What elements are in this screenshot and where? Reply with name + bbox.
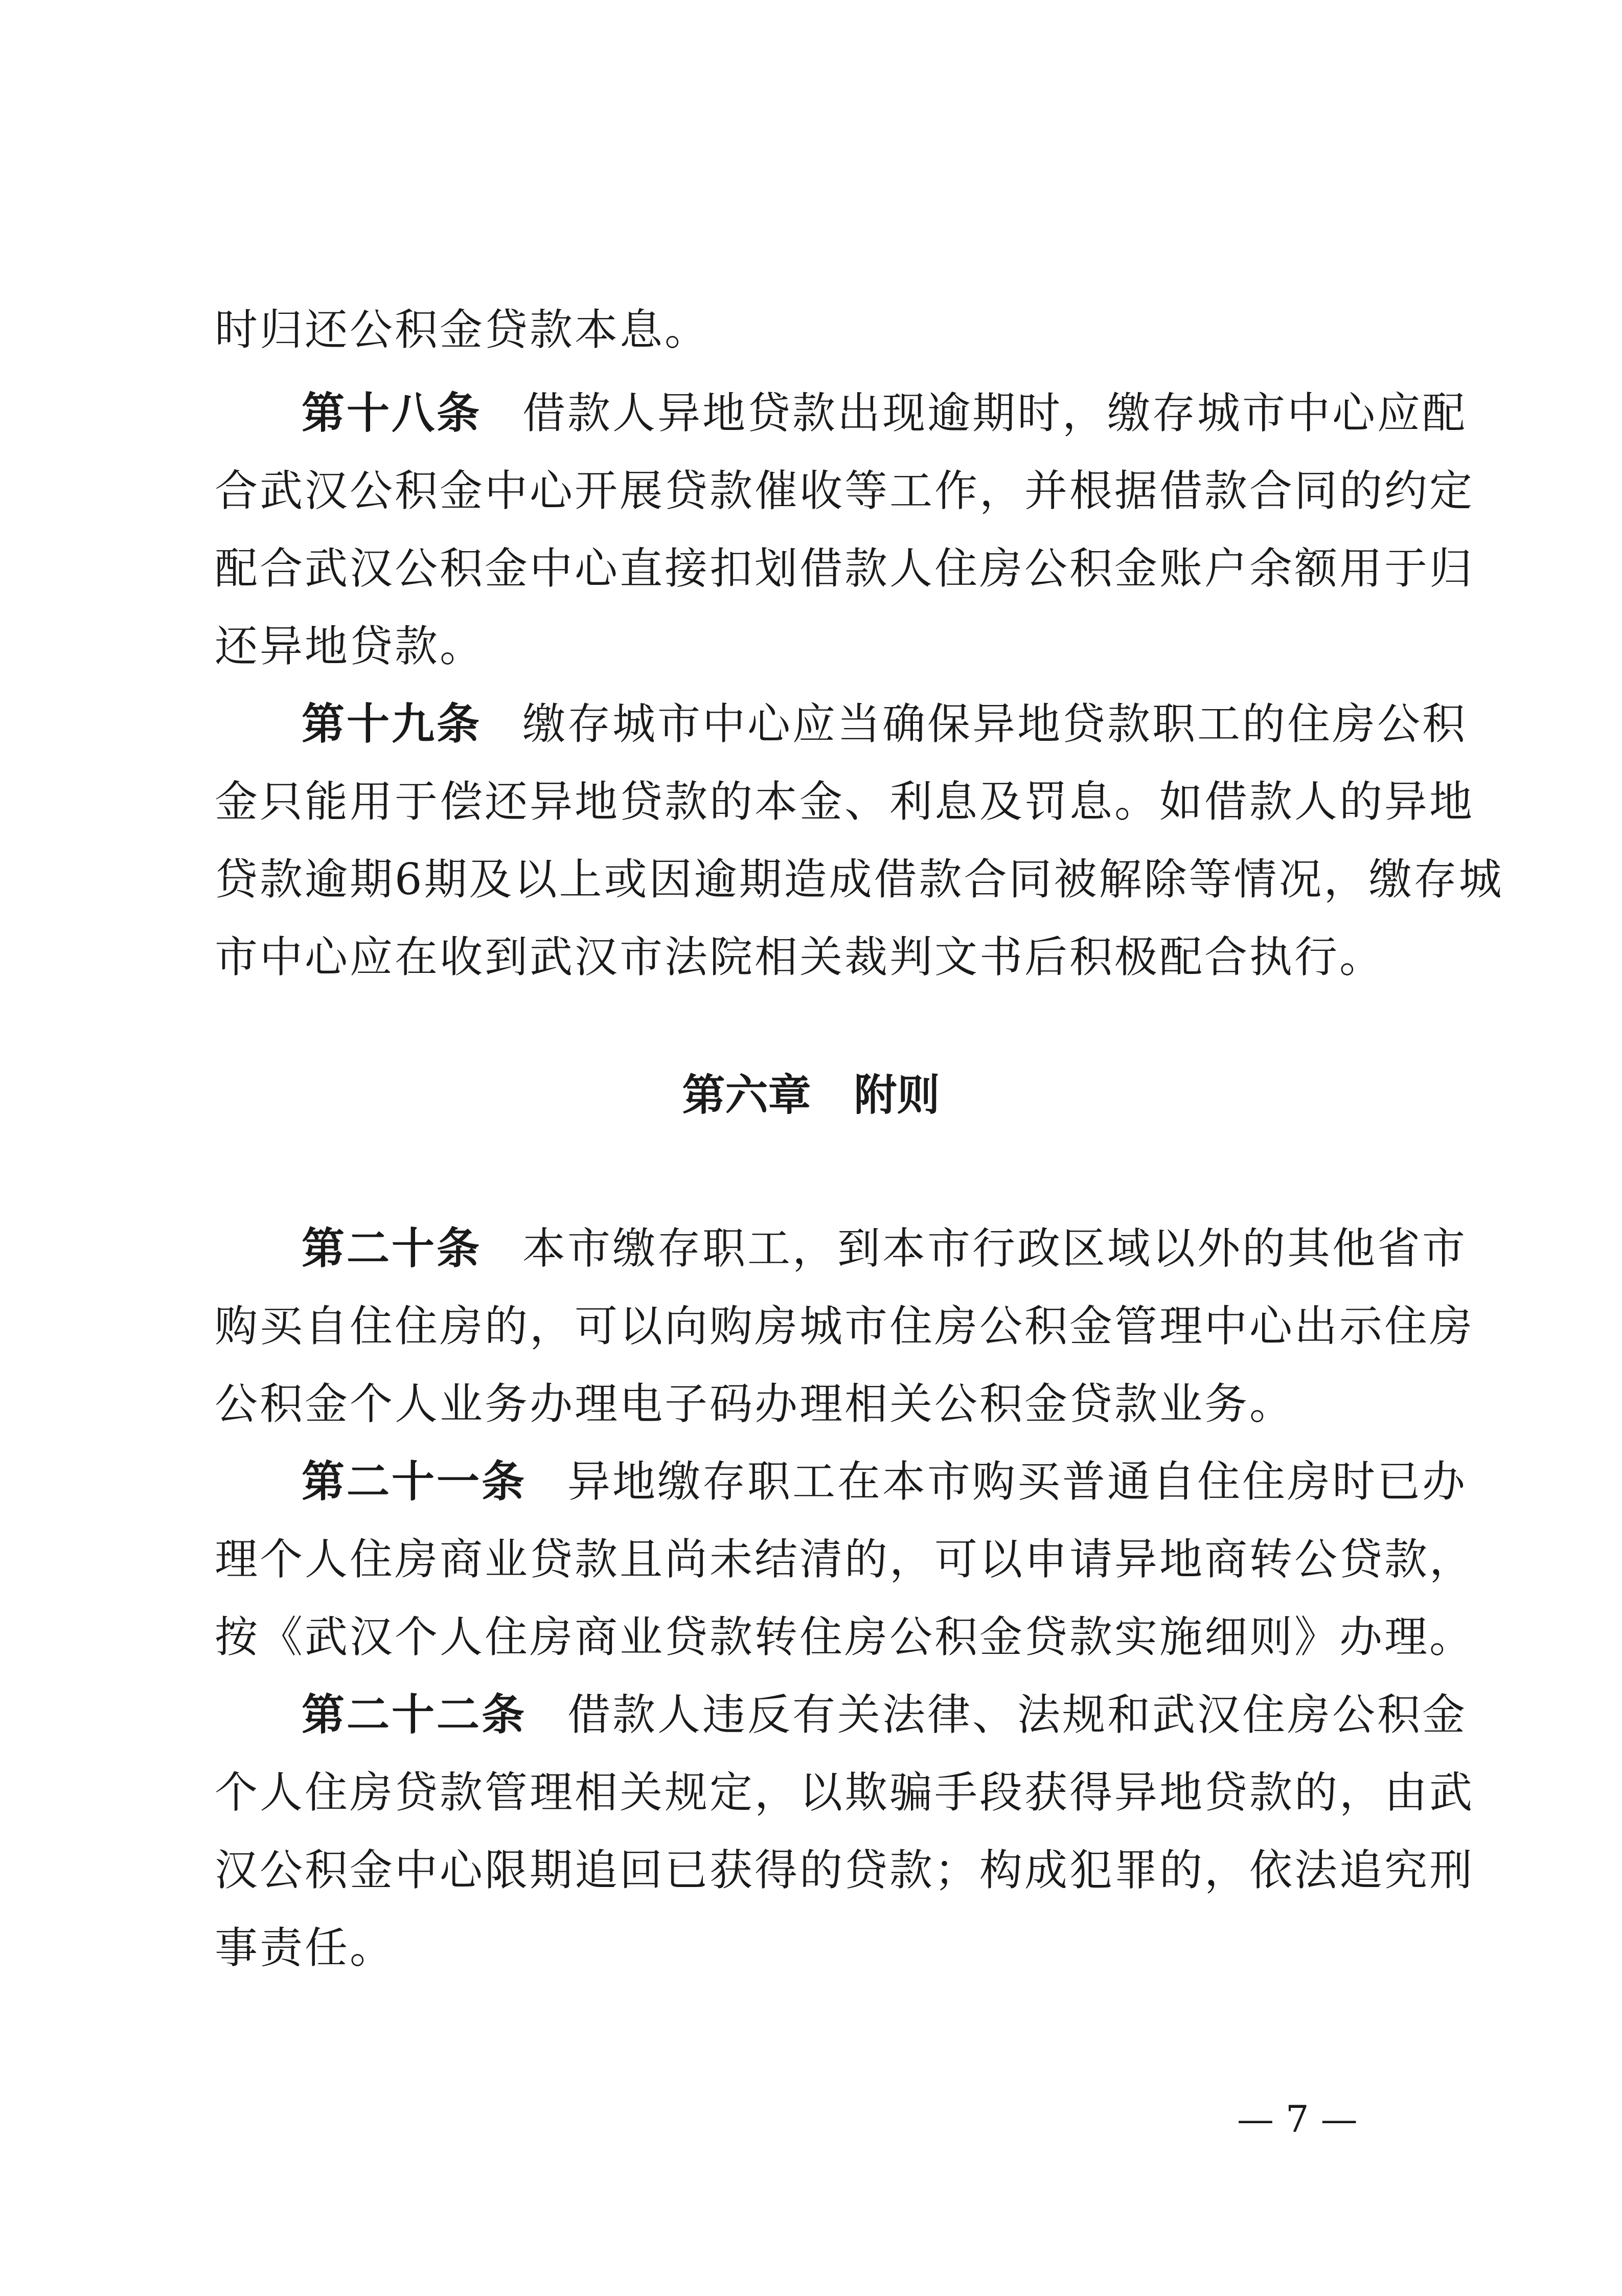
article-18-first-line	[302, 385, 1467, 441]
continuation-text: 时归还公积金贷款本息。	[215, 305, 710, 355]
article-19-text: 市中心应在收到武汉市法院相关裁判文书后积极配合执行。	[215, 932, 1385, 982]
article-20-text: 本市缴存职工，到本市行政区域以外的其他省市	[522, 1223, 1468, 1274]
article-18-line	[215, 618, 485, 674]
article-19-first-line	[302, 696, 1467, 752]
page-number: — 7 —	[1237, 2098, 1358, 2141]
article-22-title: 第二十二条	[302, 1690, 527, 1740]
article-21-first-line	[302, 1453, 1467, 1510]
article-22-text: 事责任。	[215, 1923, 395, 1973]
article-21-text: 理个人住房商业贷款且尚未结清的，可以申请异地商转公贷款，	[215, 1534, 1475, 1584]
article-22-text: 个人住房贷款管理相关规定，以欺骗手段获得异地贷款的，由武	[215, 1767, 1475, 1817]
article-21-text: 按《武汉个人住房商业贷款转住房公积金贷款实施细则》办理。	[215, 1612, 1475, 1662]
article-21-line	[215, 1531, 1474, 1587]
article-19-line	[215, 851, 1503, 907]
article-19-text: 缴存城市中心应当确保异地贷款职工的住房公积	[522, 699, 1468, 749]
article-18-text: 借款人异地贷款出现逾期时，缴存城市中心应配	[522, 388, 1468, 438]
article-18-text: 还异地贷款。	[215, 621, 485, 671]
article-19-line	[215, 929, 1384, 985]
article-21-line	[215, 1609, 1474, 1665]
article-19-text: 金只能用于偿还异地贷款的本金、利息及罚息。如借款人的异地	[215, 777, 1475, 827]
paragraph-line	[215, 302, 710, 358]
article-20-text: 购买自住住房的，可以向购房城市住房公积金管理中心出示住房	[215, 1301, 1475, 1351]
article-20-line	[215, 1376, 1294, 1432]
article-20-line	[215, 1298, 1474, 1354]
article-20-first-line	[302, 1220, 1467, 1277]
article-22-text: 借款人违反有关法律、法规和武汉住房公积金	[567, 1690, 1468, 1740]
article-22-line	[215, 1920, 395, 1976]
article-22-text: 汉公积金中心限期追回已获得的贷款；构成犯罪的，依法追究刑	[215, 1845, 1475, 1895]
article-18-line	[215, 463, 1474, 519]
article-20-text: 公积金个人业务办理电子码办理相关公积金贷款业务。	[215, 1379, 1295, 1429]
article-21-text: 异地缴存职工在本市购买普通自住住房时已办	[567, 1457, 1468, 1507]
article-20-title: 第二十条	[302, 1223, 482, 1274]
article-22-first-line	[302, 1687, 1467, 1743]
article-21-title: 第二十一条	[302, 1457, 527, 1507]
chapter-heading: 第六章 附则	[682, 1070, 940, 1120]
article-18-line	[215, 540, 1474, 597]
article-19-title: 第十九条	[302, 699, 482, 749]
article-18-text: 合武汉公积金中心开展贷款催收等工作，并根据借款合同的约定	[215, 466, 1475, 516]
article-19-line	[215, 774, 1474, 830]
article-18-title: 第十八条	[302, 388, 482, 438]
article-22-line	[215, 1842, 1474, 1898]
article-19-text: 贷款逾期6期及以上或因逾期造成借款合同被解除等情况，缴存城	[215, 854, 1504, 904]
article-18-text: 配合武汉公积金中心直接扣划借款人住房公积金账户余额用于归	[215, 543, 1475, 594]
article-22-line	[215, 1764, 1474, 1821]
